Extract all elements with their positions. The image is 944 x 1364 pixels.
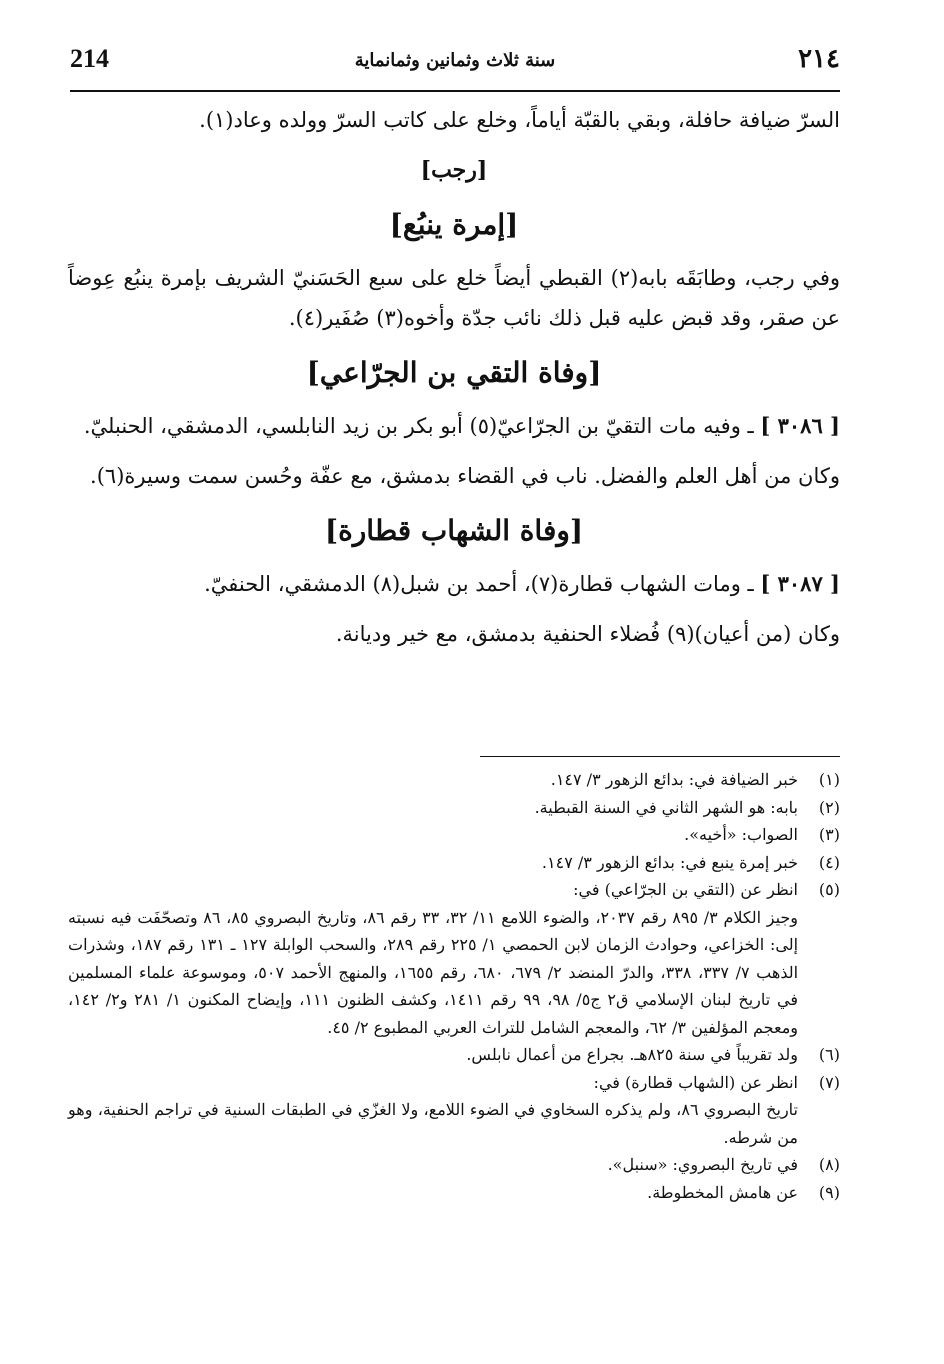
footnote [68, 766, 840, 794]
heading-shihab-death: [وفاة الشهاب قطارة] [324, 514, 584, 547]
footnote-number: (٩) [818, 1182, 840, 1202]
page-number-latin: 214 [70, 44, 109, 73]
footnote-text: انظر عن (التقي بن الجرّاعي) في: [573, 880, 798, 899]
entry-number-3087: [ ٣٠٨٧ ] [760, 571, 840, 596]
footnote-text: وجيز الكلام ٣/ ٨٩٥ رقم ٢٠٣٧، والضوء اللامع ١١/ ٣٢، ٣٣ رقم ٨٦، وتاريخ البصروي ٨٥، ٨٦ وتصحّفَت فيه نسبته إلى: الخزاعي، وحوادث الزمان لابن الحمصي ١/ ٢٢٥ رقم ٢٨٩، والسحب الوابلة ١٢٧ ـ ١٣١ رقم ١٨٧، وشذرات الذهب ٧/ ٣٣٧، ٣٣٨، والدرّ المنضد ٢/ ٦٧٩، ٦٨٠، رقم ١٦٥٥، والمنهج الأحمد ٥٠٧، وموسوعة علماء المسلمين في تاريخ لبنان الإسلامي ق٢ ج٥/ ٩٨، ٩٩ رقم ١٤١١، وكشف الظنون ١١١، وإيضاح المكنون ١/ ٢٨١ و٢/ ١٤٢، ومعجم المؤلفين ٣/ ٦٢، والمعجم الشامل للتراث العربي المطبوع ٢/ ٤٥. [68, 907, 799, 1037]
footnote-number [798, 1096, 840, 1151]
footnote [68, 849, 840, 877]
footnote [68, 821, 840, 849]
footnote-number: (٢) [818, 797, 840, 817]
footnote-text: الصواب: «أخيه». [684, 825, 798, 844]
footnote [68, 876, 840, 904]
running-title: سنة ثلاث وثمانين وثمانماية [354, 50, 556, 71]
footnotes [68, 766, 840, 1206]
footnote-text: بابه: هو الشهر الثاني في السنة القبطية. [534, 797, 798, 817]
main-text [68, 100, 840, 654]
entry-3086-text: ـ وفيه مات التقيّ بن الجرّاعيّ(٥) أبو بكر بن زيد النابلسي، الدمشقي، الحنبليّ. [83, 414, 754, 438]
footnote-number: (٣) [818, 825, 840, 844]
heading-rajab: [رجب] [420, 157, 488, 183]
footnote-text: خبر إمرة ينبع في: بدائع الزهور ٣/ ١٤٧. [541, 852, 798, 872]
page-number-arabic: ٢١٤ [798, 44, 840, 74]
opening-line: السرّ ضيافة حافلة، وبقي بالقبّة أياماً، وخلع على كاتب السرّ وولده وعاد(١). [199, 108, 840, 132]
footnote-text: ولد تقريباً في سنة ٨٢٥هـ. بجراع من أعمال نابلس. [466, 1045, 798, 1064]
footnote-continuation [68, 1096, 840, 1151]
footnote-divider [480, 756, 840, 757]
footnote-text: عن هامش المخطوطة. [647, 1182, 798, 1202]
footnote-number: (٧) [818, 1072, 840, 1092]
footnote-number: (١) [818, 770, 840, 789]
page-header [70, 44, 840, 92]
heading-taqi-death: [وفاة التقي بن الجرّاعي] [306, 356, 602, 389]
footnote [68, 1069, 840, 1097]
entry-3087-body: وكان (من أعيان)(٩) فُضلاء الحنفية بدمشق، مع خير وديانة. [335, 622, 840, 646]
footnote-number: (٨) [818, 1155, 840, 1174]
footnote-continuation [68, 904, 840, 1042]
paragraph-yanbu: وفي رجب، وطابَقَه بابه(٢) القبطي أيضاً خلع على سبع الحَسَنيّ الشريف بإمرة ينبُع عِوضاً عن صقر، وقد قبض عليه قبل ذلك نائب جدّة وأخوه(٣) صُفَير(٤). [68, 266, 841, 330]
entry-3086 [68, 406, 840, 446]
footnote-text: انظر عن (الشهاب قطارة) في: [593, 1072, 798, 1092]
footnote-number: (٦) [818, 1045, 840, 1064]
footnote [68, 1151, 840, 1179]
footnote [68, 1041, 840, 1069]
footnote-number: (٤) [818, 852, 840, 872]
footnote-number: (٥) [818, 880, 840, 899]
entry-number-3086: [ ٣٠٨٦ ] [760, 413, 840, 438]
footnote [68, 794, 840, 822]
entry-3087-text: ـ ومات الشهاب قطارة(٧)، أحمد بن شبل(٨) الدمشقي، الحنفيّ. [204, 572, 754, 596]
entry-3086-body: وكان من أهل العلم والفضل. ناب في القضاء بدمشق، مع عفّة وحُسن سمت وسيرة(٦). [90, 464, 840, 488]
footnote [68, 1179, 840, 1207]
footnote-text: خبر الضيافة في: بدائع الزهور ٣/ ١٤٧. [550, 770, 798, 789]
footnote-text: في تاريخ البصروي: «سنبل». [607, 1155, 798, 1174]
footnote-text: تاريخ البصروي ٨٦، ولم يذكره السخاوي في الضوء اللامع، ولا الغزّي في الطبقات السنية في تراجم الحنفية، وهو من شرطه. [68, 1100, 798, 1147]
heading-yanbu: [إمرة ينبُع] [389, 208, 519, 241]
footnote-number [798, 904, 840, 1042]
entry-3087 [68, 564, 840, 604]
